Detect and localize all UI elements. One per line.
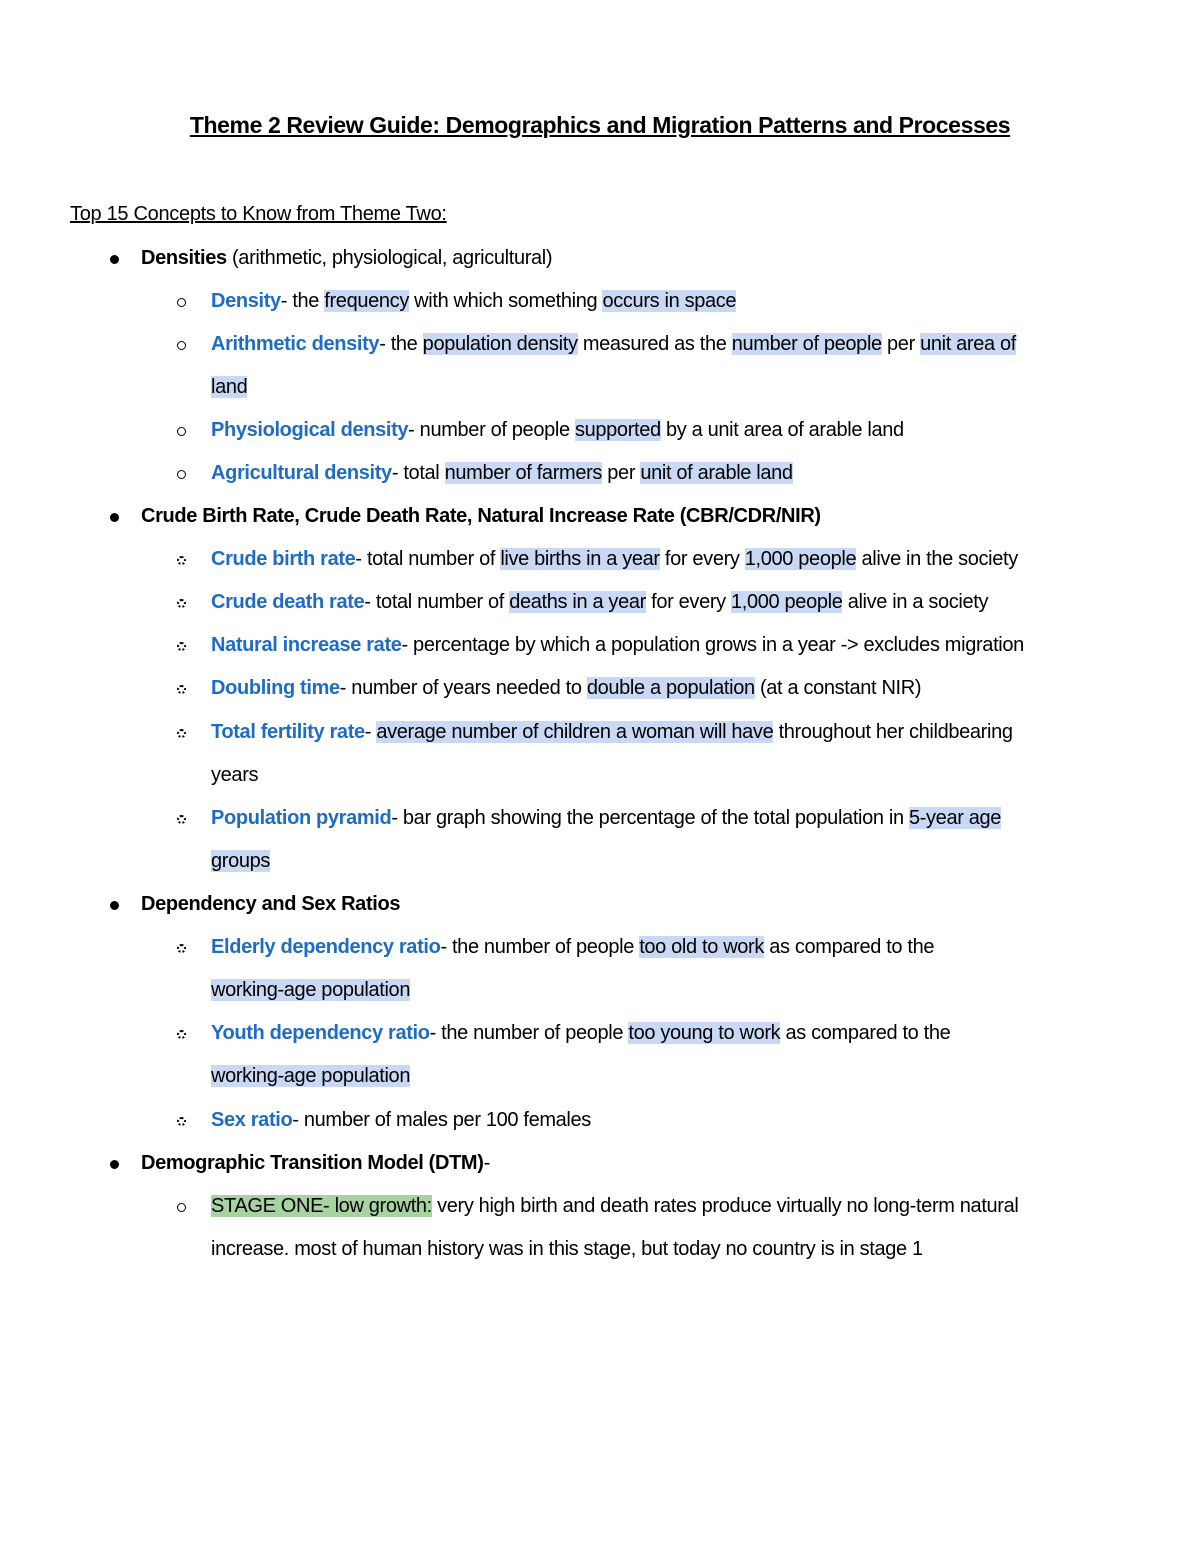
circle-bullet-icon xyxy=(177,556,186,565)
definition-continuation xyxy=(211,1062,410,1090)
highlight: live births in a year xyxy=(500,548,660,570)
circle-bullet-icon xyxy=(177,944,186,953)
highlight: occurs in space xyxy=(602,290,737,312)
circle-bullet-icon xyxy=(177,298,186,307)
circle-bullet-icon xyxy=(177,341,186,350)
circle-bullet-icon xyxy=(177,1117,186,1126)
circle-bullet-icon xyxy=(177,685,186,694)
bullet-icon xyxy=(110,1160,119,1169)
definition-youth-dependency-ratio: Youth dependency ratio- the number of people too young to work as compared to the xyxy=(211,1022,951,1044)
term: Youth dependency ratio xyxy=(211,1022,430,1044)
section-heading: Demographic Transition Model (DTM) xyxy=(141,1152,484,1174)
circle-bullet-icon xyxy=(177,599,186,608)
section-dtm: Demographic Transition Model (DTM)- xyxy=(141,1152,490,1174)
definition-continuation: increase. most of human history was in this stage, but today no country is in stage 1 xyxy=(211,1238,923,1260)
term: Crude death rate xyxy=(211,591,365,613)
term: Natural increase rate xyxy=(211,634,402,656)
highlight: 1,000 people xyxy=(744,548,857,570)
definition-continuation xyxy=(211,373,247,401)
highlight: number of farmers xyxy=(444,462,603,484)
circle-bullet-icon xyxy=(177,470,186,479)
highlight: double a population xyxy=(586,677,755,699)
definition-total-fertility-rate: Total fertility rate- average number of children a woman will have throughout her childbearing xyxy=(211,721,1013,743)
bullet-icon xyxy=(110,901,119,910)
bullet-icon xyxy=(110,513,119,522)
circle-bullet-icon xyxy=(177,729,186,738)
section-heading: Crude Birth Rate, Crude Death Rate, Natural Increase Rate (CBR/CDR/NIR) xyxy=(141,505,821,527)
definition-natural-increase-rate: Natural increase rate- percentage by which a population grows in a year -> excludes migration xyxy=(211,634,1024,656)
highlight: 5-year age xyxy=(908,807,1002,829)
intro-heading: Top 15 Concepts to Know from Theme Two: xyxy=(70,203,447,225)
section-heading: Densities xyxy=(141,247,227,269)
highlight: working-age population xyxy=(211,979,411,1001)
definition-agricultural-density: Agricultural density- total number of farmers per unit of arable land xyxy=(211,462,793,484)
highlight: working-age population xyxy=(211,1065,411,1087)
section-densities: Densities (arithmetic, physiological, agricultural) xyxy=(141,247,553,269)
highlight: groups xyxy=(211,850,271,872)
term: Population pyramid xyxy=(211,807,392,829)
circle-bullet-icon xyxy=(177,642,186,651)
highlight: average number of children a woman will have xyxy=(376,721,774,743)
term: Sex ratio xyxy=(211,1109,293,1131)
highlight: frequency xyxy=(324,290,409,312)
definition-density: Density- the frequency with which something occurs in space xyxy=(211,290,737,312)
highlight: supported xyxy=(574,419,661,441)
section-heading: Dependency and Sex Ratios xyxy=(141,893,401,915)
term: Total fertility rate xyxy=(211,721,365,743)
section-dependency xyxy=(141,890,400,918)
highlight-green: STAGE ONE- low growth: xyxy=(211,1195,432,1217)
term: Agricultural density xyxy=(211,462,392,484)
definition-sex-ratio: Sex ratio- number of males per 100 females xyxy=(211,1109,591,1131)
circle-bullet-icon xyxy=(177,1030,186,1039)
definition-arithmetic-density: Arithmetic density- the population density measured as the number of people per unit area of xyxy=(211,333,1016,355)
circle-bullet-icon xyxy=(177,1203,186,1212)
definition-physiological-density: Physiological density- number of people supported by a unit area of arable land xyxy=(211,419,904,441)
term: Crude birth rate xyxy=(211,548,356,570)
definition-stage-one: STAGE ONE- low growth: very high birth and death rates produce virtually no long-term natural xyxy=(211,1195,1019,1217)
definition-continuation: years xyxy=(211,764,259,786)
definition-continuation xyxy=(211,976,410,1004)
highlight: land xyxy=(211,376,248,398)
section-rates xyxy=(141,502,821,530)
highlight: unit area of xyxy=(920,333,1016,355)
term: Elderly dependency ratio xyxy=(211,936,441,958)
definition-elderly-dependency-ratio: Elderly dependency ratio- the number of people too old to work as compared to the xyxy=(211,936,935,958)
definition-population-pyramid: Population pyramid- bar graph showing the percentage of the total population in 5-year age xyxy=(211,807,1002,829)
highlight: population density xyxy=(422,333,578,355)
bullet-icon xyxy=(110,255,119,264)
highlight: unit of arable land xyxy=(640,462,793,484)
highlight: number of people xyxy=(731,333,882,355)
highlight: 1,000 people xyxy=(731,591,843,613)
term: Physiological density xyxy=(211,419,409,441)
page-title: Theme 2 Review Guide: Demographics and Migration Patterns and Processes xyxy=(189,112,1011,138)
highlight: deaths in a year xyxy=(509,591,646,613)
highlight: too young to work xyxy=(628,1022,781,1044)
circle-bullet-icon xyxy=(177,815,186,824)
term: Density xyxy=(211,290,281,312)
term: Arithmetic density xyxy=(211,333,380,355)
definition-continuation xyxy=(211,847,270,875)
circle-bullet-icon xyxy=(177,427,186,436)
definition-doubling-time: Doubling time- number of years needed to double a population (at a constant NIR) xyxy=(211,677,922,699)
term: Doubling time xyxy=(211,677,340,699)
highlight: too old to work xyxy=(639,936,765,958)
definition-crude-death-rate: Crude death rate- total number of deaths in a year for every 1,000 people alive in a society xyxy=(211,591,989,613)
definition-crude-birth-rate: Crude birth rate- total number of live births in a year for every 1,000 people alive in the society xyxy=(211,548,1018,570)
